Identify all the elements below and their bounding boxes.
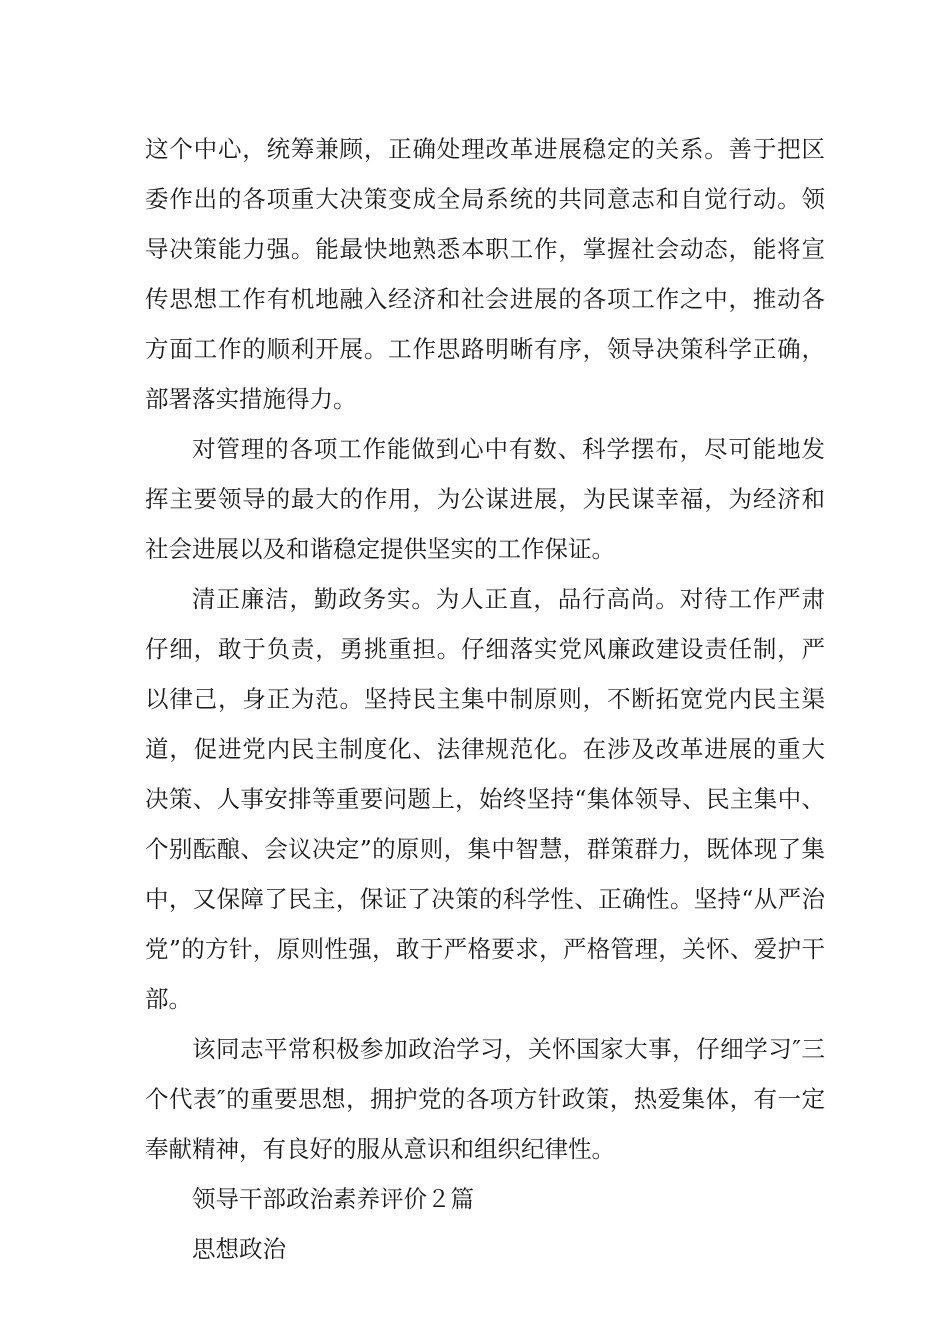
- paragraph-1: 这个中心，统筹兼顾，正确处理改革进展稳定的关系。善于把区委作出的各项重大决策变成全局系统的共同意志和自觉行动。领导决策能力强。能最快地熟悉本职工作，掌握社会动态，能将宣传思想工作有机地融入经济和社会进展的各项工作之中，推动各方面工作的顺利开展。工作思路明晰有序，领导决策科学正确，部署落实措施得力。: [145, 135, 825, 413]
- section-heading: 领导干部政治素养评价２篇: [192, 1185, 474, 1213]
- paragraph-2: 对管理的各项工作能做到心中有数、科学摆布，尽可能地发挥主要领导的最大的作用，为公谋进展，为民谋幸福，为经济和社会进展以及和谐稳定提供坚实的工作保证。: [145, 435, 825, 563]
- paragraph-3: 清正廉洁，勤政务实。为人正直，品行高尚。对待工作严肃仔细，敢于负责，勇挑重担。仔细落实党风廉政建设责任制，严以律己，身正为范。坚持民主集中制原则，不断拓宽党内民主渠道，促进党内民主制度化、法律规范化。在涉及改革进展的重大决策、人事安排等重要问题上，始终坚持“集体领导、民主集中、个别酝酿、会议决定”的原则，集中智慧，群策群力，既体现了集中，又保障了民主，保证了决策的科学性、正确性。坚持“从严治党”的方针，原则性强，敢于严格要求，严格管理，关怀、爱护干部。: [145, 585, 825, 1013]
- subsection-heading: 思想政治: [192, 1235, 286, 1263]
- document-body: [145, 124, 825, 1274]
- paragraph-4: 该同志平常积极参加政治学习，关怀国家大事，仔细学习″三个代表″的重要思想，拥护党的各项方针政策，热爱集体，有一定奉献精神，有良好的服从意识和组织纪律性。: [145, 1035, 825, 1163]
